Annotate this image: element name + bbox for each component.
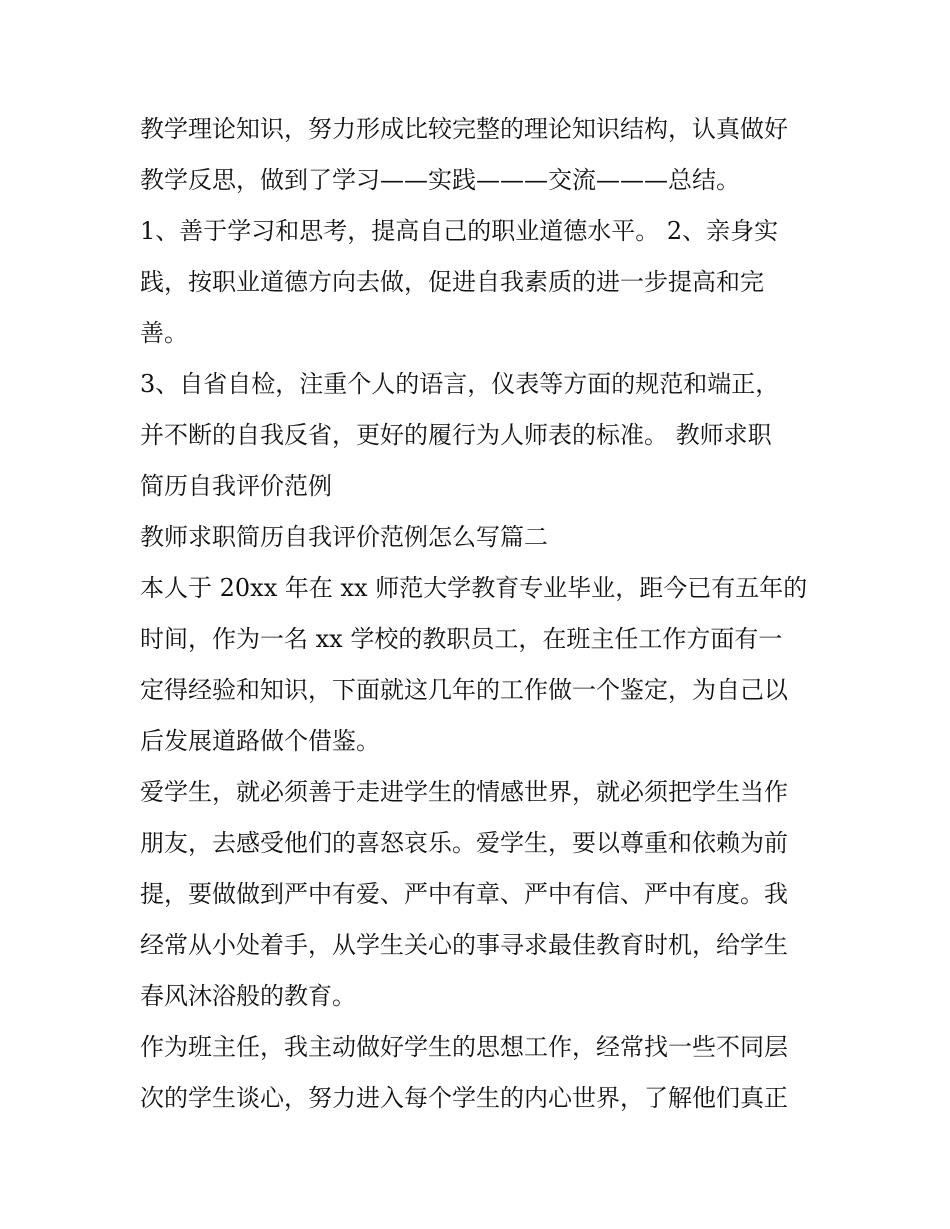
text-line: 善。 [140,319,188,347]
section-heading: 教师求职简历自我评价范例怎么写篇二 [140,523,548,551]
text-line: 春风沐浴般的教育。 [140,982,356,1010]
text-line: 时间，作为一名 xx 学校的教职员工，在班主任工作方面有一 [140,625,783,653]
text-line: 教学理论知识，努力形成比较完整的理论知识结构，认真做好 [140,115,788,143]
text-line: 定得经验和知识，下面就这几年的工作做一个鉴定，为自己以 [140,676,788,704]
text-line: 教学反思，做到了学习——实践———交流———总结。 [140,166,740,194]
text-line: 提，要做做到严中有爱、严中有章、严中有信、严中有度。我 [140,880,788,908]
text-line: 3、自省自检，注重个人的语言，仪表等方面的规范和端正， [140,370,780,398]
text-line: 1、善于学习和思考，提高自己的职业道德水平。 2、亲身实 [140,217,779,245]
text-line: 爱学生，就必须善于走进学生的情感世界，就必须把学生当作 [140,778,788,806]
document-body [140,104,820,1124]
text-line: 践，按职业道德方向去做，促进自我素质的进一步提高和完 [140,268,764,296]
text-line: 并不断的自我反省，更好的履行为人师表的标准。 教师求职 [140,421,772,449]
text-line: 本人于 20xx 年在 xx 师范大学教育专业毕业，距今已有五年的 [140,574,808,602]
text-line: 简历自我评价范例 [140,472,332,500]
text-line: 朋友，去感受他们的喜怒哀乐。爱学生，要以尊重和依赖为前 [140,829,788,857]
text-line: 经常从小处着手，从学生关心的事寻求最佳教育时机，给学生 [140,931,788,959]
text-line: 后发展道路做个借鉴。 [140,727,380,755]
text-line: 作为班主任，我主动做好学生的思想工作，经常找一些不同层 [140,1033,788,1061]
text-line: 次的学生谈心，努力进入每个学生的内心世界，了解他们真正 [140,1084,788,1112]
